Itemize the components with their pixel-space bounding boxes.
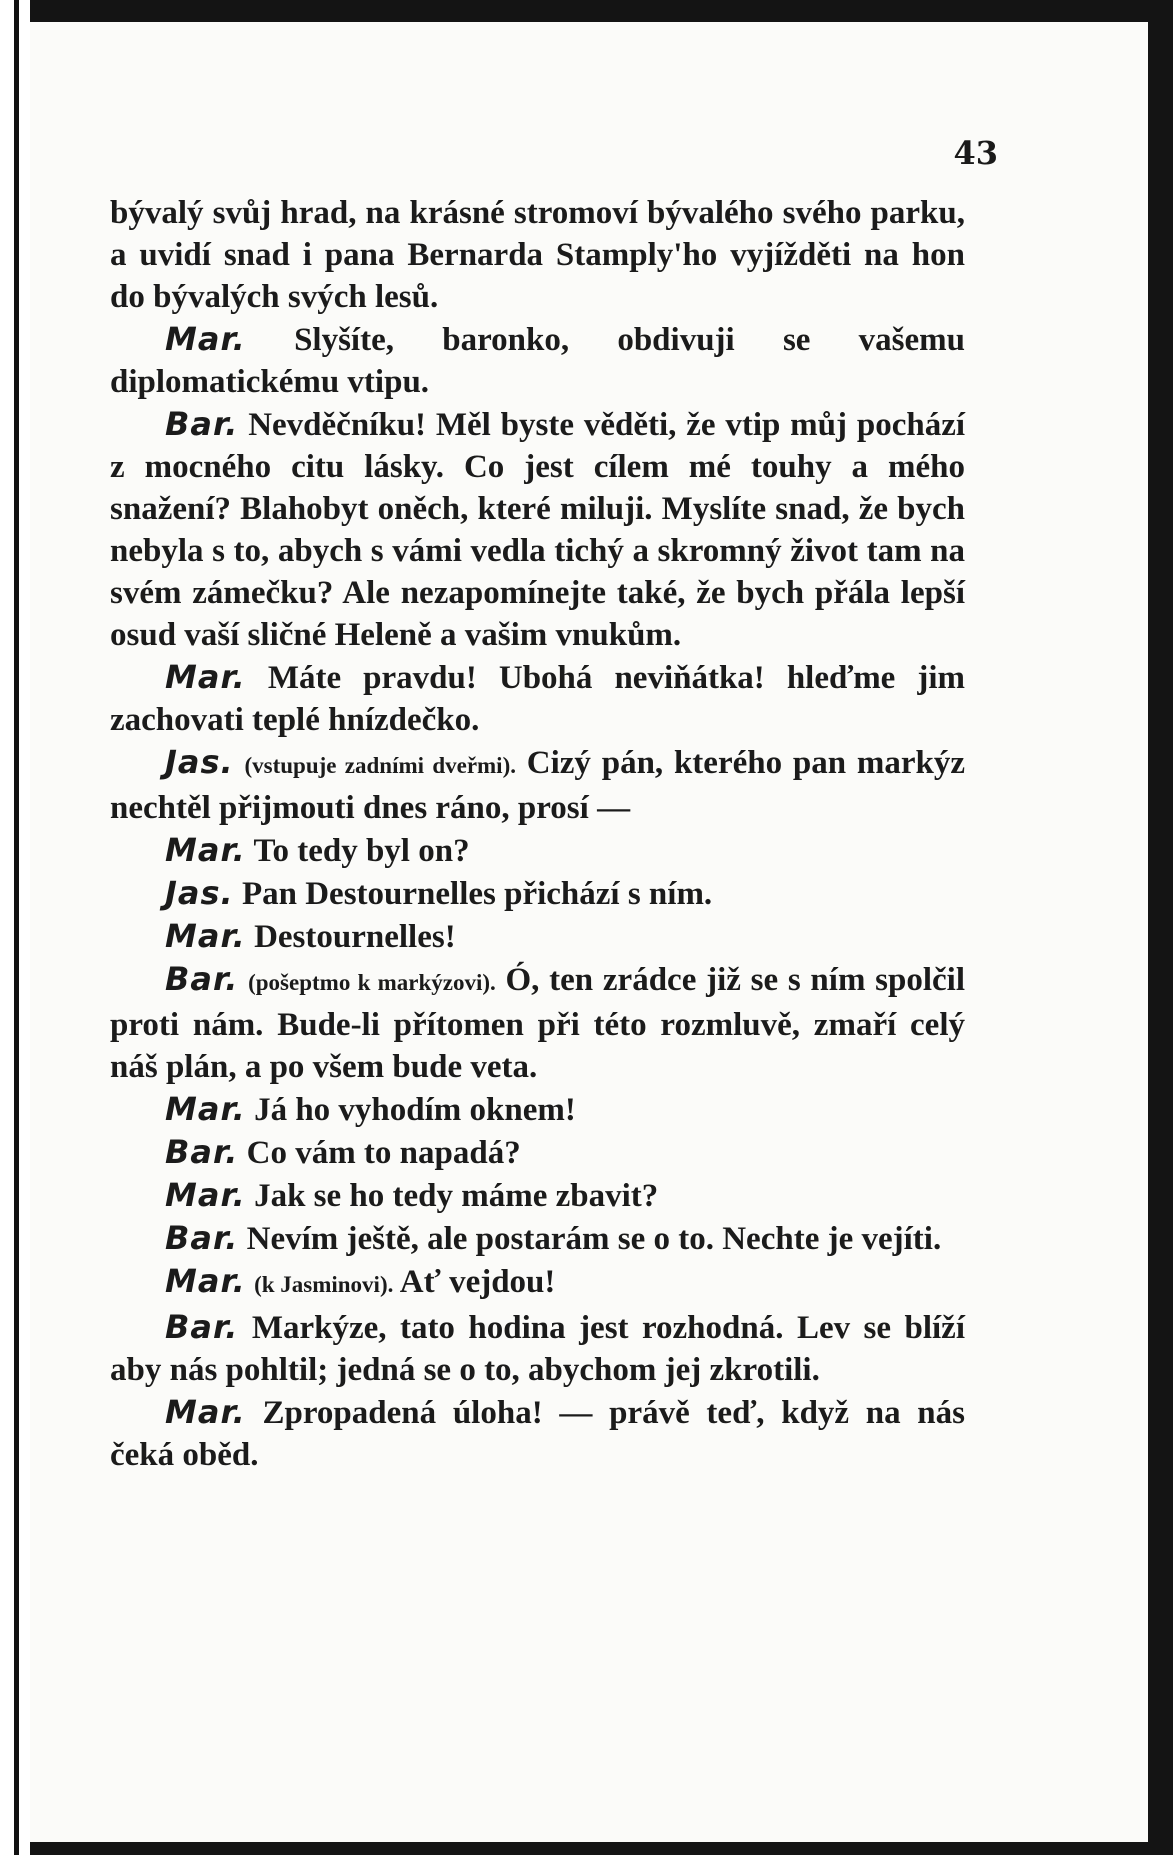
dialogue-line [110, 1088, 965, 1131]
dialogue-line [110, 1260, 965, 1306]
speaker-name: Bar. [165, 1133, 239, 1171]
dialogue-line [110, 318, 965, 403]
stage-direction: (k Jasminovi). [254, 1272, 394, 1297]
dialogue-line [110, 656, 965, 741]
dialogue-text: Zpropadená úloha! — právě teď, když na nás čeká oběd. [110, 1395, 966, 1473]
speaker-name: Mar. [165, 831, 246, 869]
dialogue-text: Co vám to napadá? [246, 1135, 521, 1171]
dialogue-line [110, 829, 965, 872]
speaker-name: Jas. [165, 743, 234, 781]
dialogue-text: Nevděčníku! Měl byste věděti, že vtip můj pochází z mocného citu lásky. Co jest cílem mé touhy a mého snažení? Blahobyt oněch, které miluji. Myslíte snad, že bych nebyla s to, abych s vámi vedla tichý a skromný život tam na svém zámečku? Ale nezapomínejte také, že bych přála lepší osud vaší sličné Heleně a vašim vnukům. [110, 407, 966, 653]
speaker-name: Mar. [165, 917, 246, 955]
book-binding-edge [0, 0, 30, 1855]
speaker-name: Bar. [165, 1219, 239, 1257]
speaker-name: Bar. [165, 960, 239, 998]
speaker-name: Mar. [165, 1262, 246, 1300]
dialogue-line [110, 1174, 965, 1217]
page-number: 43 [953, 134, 998, 172]
speaker-name: Mar. [165, 1176, 246, 1214]
dialogue-line [110, 958, 965, 1088]
play-text [110, 192, 965, 1476]
dialogue-line [110, 1131, 965, 1174]
dialogue-text: Nevím ještě, ale postarám se o to. Nechte je vejíti. [246, 1221, 942, 1257]
dialogue-line [110, 1217, 965, 1260]
dialogue-text: To tedy byl on? [253, 833, 470, 869]
dialogue-text: Pan Destournelles přichází s ním. [241, 876, 713, 912]
speaker-name: Mar. [165, 1090, 246, 1128]
stage-direction: (vstupuje zadními dveřmi). [244, 753, 516, 778]
dialogue-line [110, 915, 965, 958]
dialogue-text: Slyšíte, baronko, obdivuji se vašemu diplomatickému vtipu. [110, 322, 966, 400]
paragraph-text: bývalý svůj hrad, na krásné stromoví bývalého svého parku, a uvidí snad i pana Bernarda Stamply'ho vyjížděti na hon do bývalých svých lesů. [110, 195, 965, 315]
dialogue-text: Já ho vyhodím oknem! [254, 1092, 576, 1128]
stage-direction: (pošeptmo k markýzovi). [248, 970, 496, 995]
speaker-name: Mar. [165, 320, 246, 358]
dialogue-text: Ó, ten zrádce již se s ním spolčil proti nám. Bude-li přítomen při této rozmluvě, zmaří celý náš plán, a po všem bude veta. [110, 962, 966, 1085]
speaker-name: Bar. [165, 405, 239, 443]
speaker-name: Mar. [165, 1393, 246, 1431]
dialogue-line [110, 741, 965, 829]
dialogue-line [110, 872, 965, 915]
speaker-name: Bar. [165, 1308, 239, 1346]
dialogue-text: Destournelles! [254, 919, 456, 955]
speaker-name: Jas. [165, 874, 234, 912]
dialogue-line [110, 1391, 965, 1476]
continuation-paragraph [110, 192, 965, 318]
speaker-name: Mar. [165, 658, 246, 696]
dialogue-text: Jak se ho tedy máme zbavit? [254, 1178, 659, 1214]
dialogue-line [110, 1306, 965, 1391]
dialogue-text: Markýze, tato hodina jest rozhodná. Lev se blíží aby nás pohltil; jedná se o to, abychom jej zkrotili. [110, 1310, 965, 1388]
dialogue-text: Cizý pán, kterého pan markýz nechtěl přijmouti dnes ráno, prosí — [110, 745, 966, 826]
dialogue-line [110, 403, 965, 656]
dialogue-text: Máte pravdu! Ubohá neviňátka! hleďme jim zachovati teplé hnízdečko. [110, 660, 965, 738]
page-sheet [30, 22, 1148, 1842]
dialogue-text: Ať vejdou! [399, 1264, 556, 1300]
